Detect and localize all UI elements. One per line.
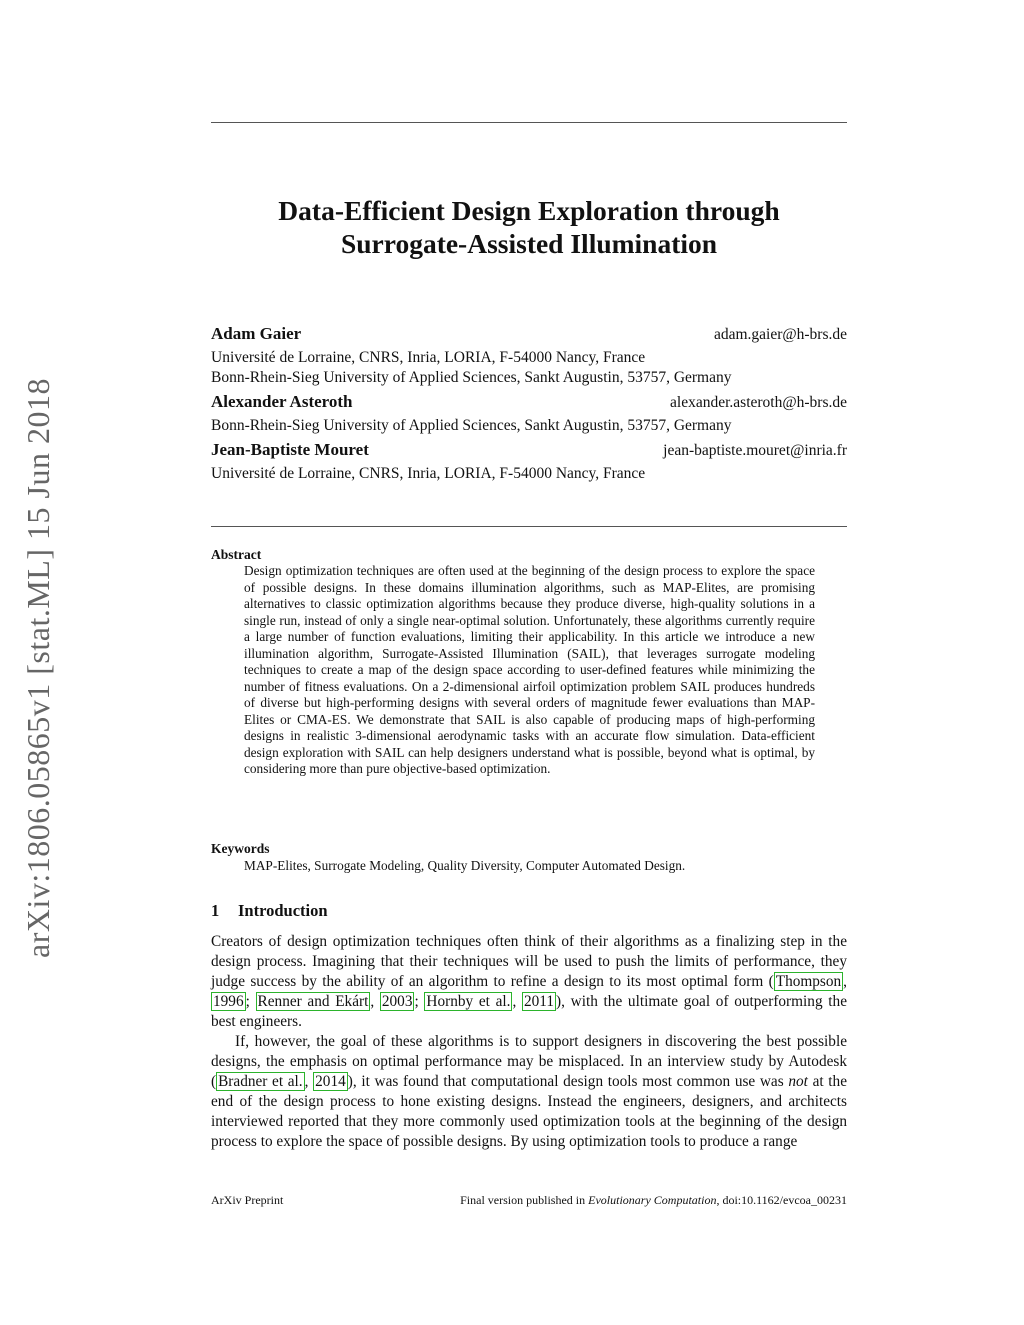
keywords-label: Keywords xyxy=(211,841,270,856)
text-run: , xyxy=(370,993,380,1010)
abstract-text: Design optimization techniques are often used at the beginning of the design process to explore the space of possible designs. In these domains illumination algorithms, such as MAP-Elites, are promising alternatives to classic optimization algorithms because they produce diverse, high-quality solutions in a single run, instead of only a single near-optimal solution. Unfortunately, these algorithms currently require a large number of function evaluations, limiting their applicability. In this article we introduce a new illumination algorithm, Surrogate-Assisted Illumination (SAIL), that leverages surrogate modeling techniques to create a map of the design space according to user-defined features while minimizing the number of fitness evaluations. On a 2-dimensional airfoil optimization problem SAIL produces hundreds of diverse but high-performing designs with several orders of magnitude fewer evaluations than MAP-Elites or CMA-ES. We demonstrate that SAIL is also capable of producing maps of high-performing designs in realistic 3-dimensional aerodynamic tasks with an accurate flow simulation. Data-efficient design exploration with SAIL can help designers understand what is possible, beyond what is optimal, by considering more than pure objective-based optimization. xyxy=(244,563,815,776)
body-text xyxy=(211,932,847,1152)
text-run: If, however, the goal of these algorithms is to support designers in discovering the best possible designs, the emphasis on optimal performance may be misplaced. In an interview study by Autodesk ( xyxy=(211,1033,847,1090)
text-run: , xyxy=(512,993,522,1010)
section-number: 1 xyxy=(211,901,220,920)
author-name: Alexander Asteroth xyxy=(211,392,353,411)
citation-link[interactable]: 2011 xyxy=(524,993,555,1010)
author-affiliation: Bonn-Rhein-Sieg University of Applied Sciences, Sankt Augustin, 53757, Germany xyxy=(211,369,732,386)
text-run: ; xyxy=(245,993,256,1010)
text-run: , xyxy=(304,1073,314,1090)
keywords xyxy=(211,840,815,874)
author-block xyxy=(211,324,847,388)
citation-link[interactable]: 2014 xyxy=(315,1073,346,1090)
footer-doi: , doi:10.1162/evcoa_00231 xyxy=(716,1193,847,1207)
author-affiliation: Bonn-Rhein-Sieg University of Applied Sciences, Sankt Augustin, 53757, Germany xyxy=(211,417,732,434)
author-name: Adam Gaier xyxy=(211,324,302,343)
citation-link[interactable]: Renner and Ekárt xyxy=(257,993,369,1010)
author-affiliation: Université de Lorraine, CNRS, Inria, LORIA, F-54000 Nancy, France xyxy=(211,349,646,366)
keywords-text: MAP-Elites, Surrogate Modeling, Quality Diversity, Computer Automated Design. xyxy=(244,858,686,873)
title-line-1: Data-Efficient Design Exploration through xyxy=(278,195,780,226)
paragraph xyxy=(211,1032,847,1152)
text-run: Creators of design optimization techniques often think of their algorithms as a finalizing step in the design process. Imagining that their techniques will be used to push the limits of performance, they judge success by the ability of an algorithm to refine a design to its most optimal form ( xyxy=(211,933,847,990)
page-footer xyxy=(211,1192,847,1208)
author-email[interactable]: adam.gaier@h-brs.de xyxy=(713,326,847,343)
section-rule xyxy=(211,526,847,527)
author-list xyxy=(211,324,847,484)
section-title: Introduction xyxy=(238,901,328,920)
paragraph xyxy=(211,932,847,1032)
abstract xyxy=(211,546,815,778)
author-email[interactable]: alexander.asteroth@h-brs.de xyxy=(670,394,847,411)
author-affiliation: Université de Lorraine, CNRS, Inria, LORIA, F-54000 Nancy, France xyxy=(211,465,646,482)
citation-link[interactable]: 2003 xyxy=(381,993,413,1010)
top-rule xyxy=(211,122,847,123)
author-email[interactable]: jean-baptiste.mouret@inria.fr xyxy=(663,442,847,459)
footer-prefix: Final version published in xyxy=(460,1193,589,1207)
text-run: at the end of the design process to hone existing designs. Instead the engineers, designers, and architects interviewed reported that they more commonly used optimization tools at the beginning of the design process to explore the space of possible designs. By using optimization tools to produce a range xyxy=(211,1073,847,1150)
citation-link[interactable]: 1996 xyxy=(213,993,244,1010)
text-run: ), it was found that computational design tools most common use was xyxy=(347,1073,789,1090)
author-name: Jean-Baptiste Mouret xyxy=(211,440,369,459)
citation-link[interactable]: Hornby et al. xyxy=(426,993,511,1010)
text-run: , xyxy=(843,973,847,990)
paper-title xyxy=(211,194,847,260)
citation-link[interactable]: Bradner et al. xyxy=(218,1073,303,1090)
section-heading xyxy=(211,900,328,922)
arxiv-identifier: arXiv:1806.05865v1 [stat.ML] 15 Jun 2018 xyxy=(20,378,56,958)
footer-journal: Evolutionary Computation xyxy=(588,1193,717,1207)
abstract-label: Abstract xyxy=(211,547,262,562)
author-block xyxy=(211,392,847,436)
author-block xyxy=(211,440,847,484)
text-run: ), with the ultimate goal of outperforming the best engineers. xyxy=(211,993,847,1030)
title-line-2: Surrogate-Assisted Illumination xyxy=(340,228,718,259)
text-run: ; xyxy=(414,993,425,1010)
footer-right xyxy=(460,1192,847,1208)
emphasis: not xyxy=(788,1073,808,1090)
footer-left: ArXiv Preprint xyxy=(211,1193,284,1207)
citation-link[interactable]: Thompson xyxy=(775,973,842,990)
